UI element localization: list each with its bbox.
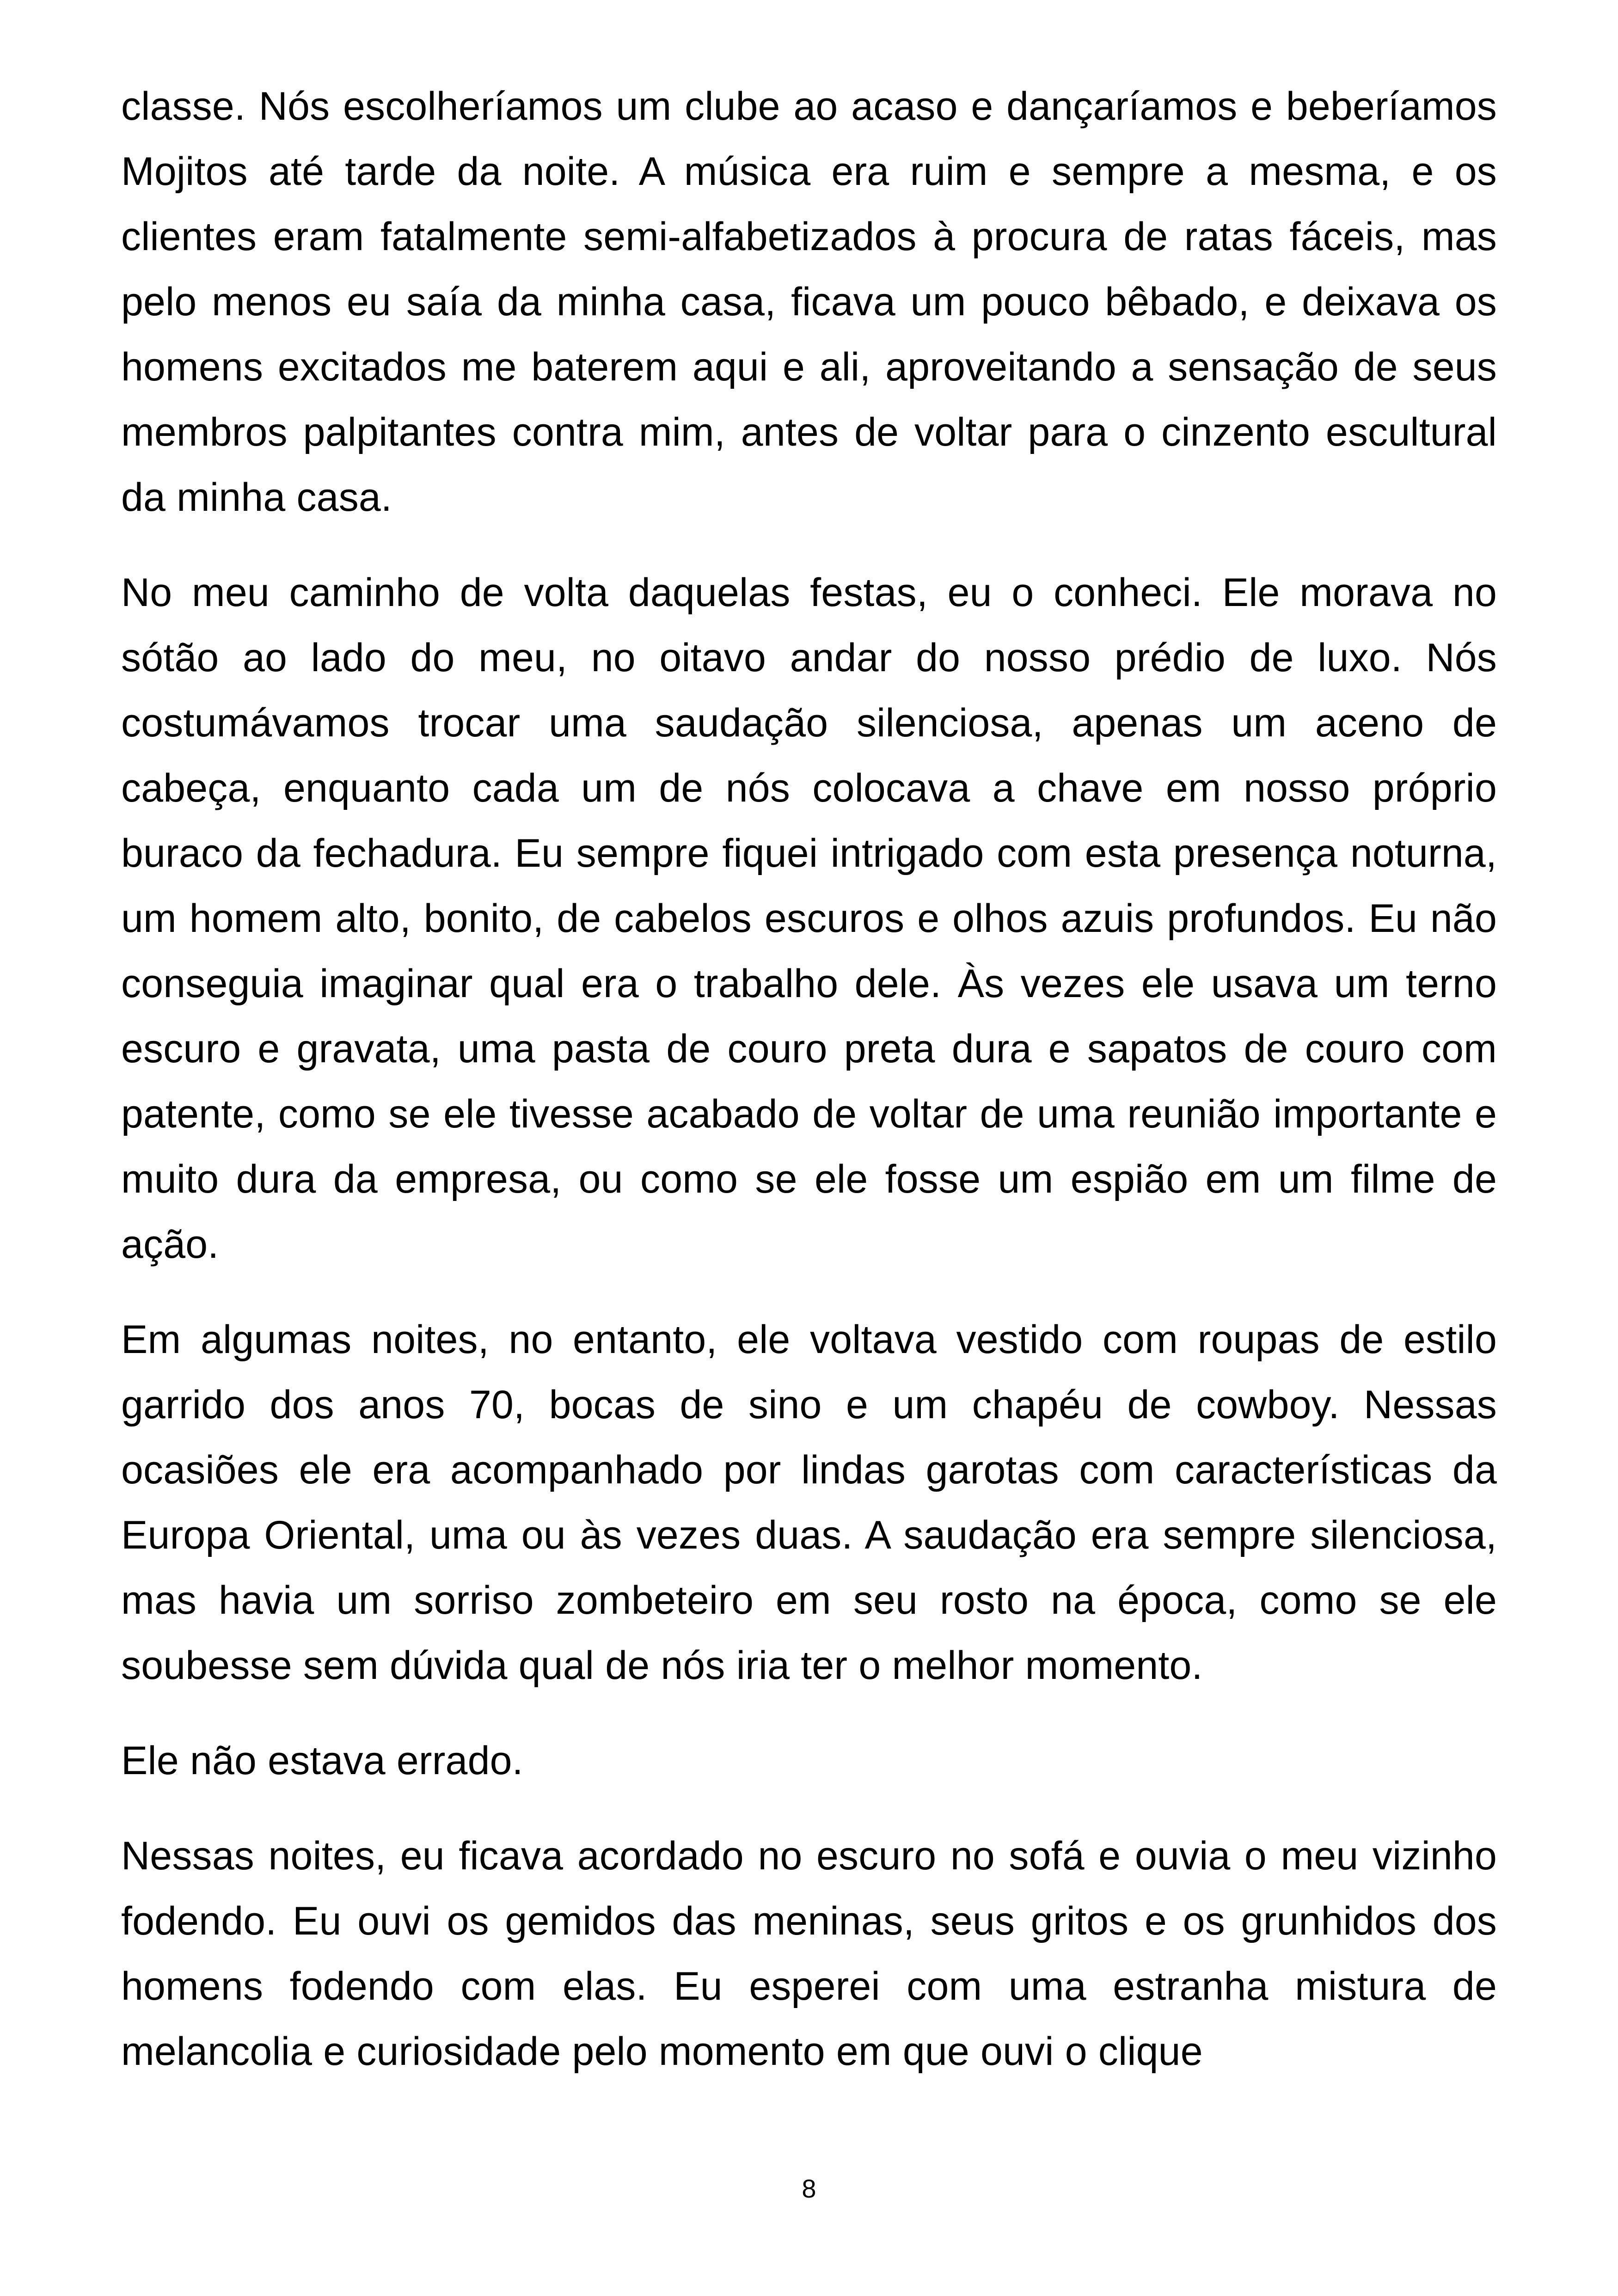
paragraph-3: Em algumas noites, no entanto, ele voltava vestido com roupas de estilo garrido dos anos 70, bocas de sino e um chapéu de cowboy. Nessas ocasiões ele era acompanhado por lindas garotas com características da Europa Oriental, uma ou às vezes duas. A saudação era sempre silenciosa, mas havia um sorriso zombeteiro em seu rosto na época, como se ele soubesse sem dúvida qual de nós iria ter o melhor momento. xyxy=(121,1317,1497,1688)
paragraph-5: Nessas noites, eu ficava acordado no escuro no sofá e ouvia o meu vizinho fodendo. Eu ouvi os gemidos das meninas, seus gritos e os grunhidos dos homens fodendo com elas. Eu esperei com uma estranha mistura de melancolia e curiosidade pelo momento em que ouvi o clique xyxy=(121,1834,1497,2074)
paragraph-2: No meu caminho de volta daquelas festas, eu o conheci. Ele morava no sótão ao lado do meu, no oitavo andar do nosso prédio de luxo. Nós costumávamos trocar uma saudação silenciosa, apenas um aceno de cabeça, enquanto cada um de nós colocava a chave em nosso próprio buraco da fechadura. Eu sempre fiquei intrigado com esta presença noturna, um homem alto, bonito, de cabelos escuros e olhos azuis profundos. Eu não conseguia imaginar qual era o trabalho dele. Às vezes ele usava um terno escuro e gravata, uma pasta de couro preta dura e sapatos de couro com patente, como se ele tivesse acabado de voltar de uma reunião importante e muito dura da empresa, ou como se ele fosse um espião em um filme de ação. xyxy=(121,570,1497,1267)
body-text xyxy=(121,74,1497,2084)
paragraph-1: classe. Nós escolheríamos um clube ao acaso e dançaríamos e beberíamos Mojitos até tarde da noite. A música era ruim e sempre a mesma, e os clientes eram fatalmente semi-alfabetizados à procura de ratas fáceis, mas pelo menos eu saía da minha casa, ficava um pouco bêbado, e deixava os homens excitados me baterem aqui e ali, aproveitando a sensação de seus membros palpitantes contra mim, antes de voltar para o cinzento escultural da minha casa. xyxy=(121,84,1497,520)
paragraph-4: Ele não estava errado. xyxy=(121,1739,523,1783)
page-number: 8 xyxy=(802,2174,816,2203)
